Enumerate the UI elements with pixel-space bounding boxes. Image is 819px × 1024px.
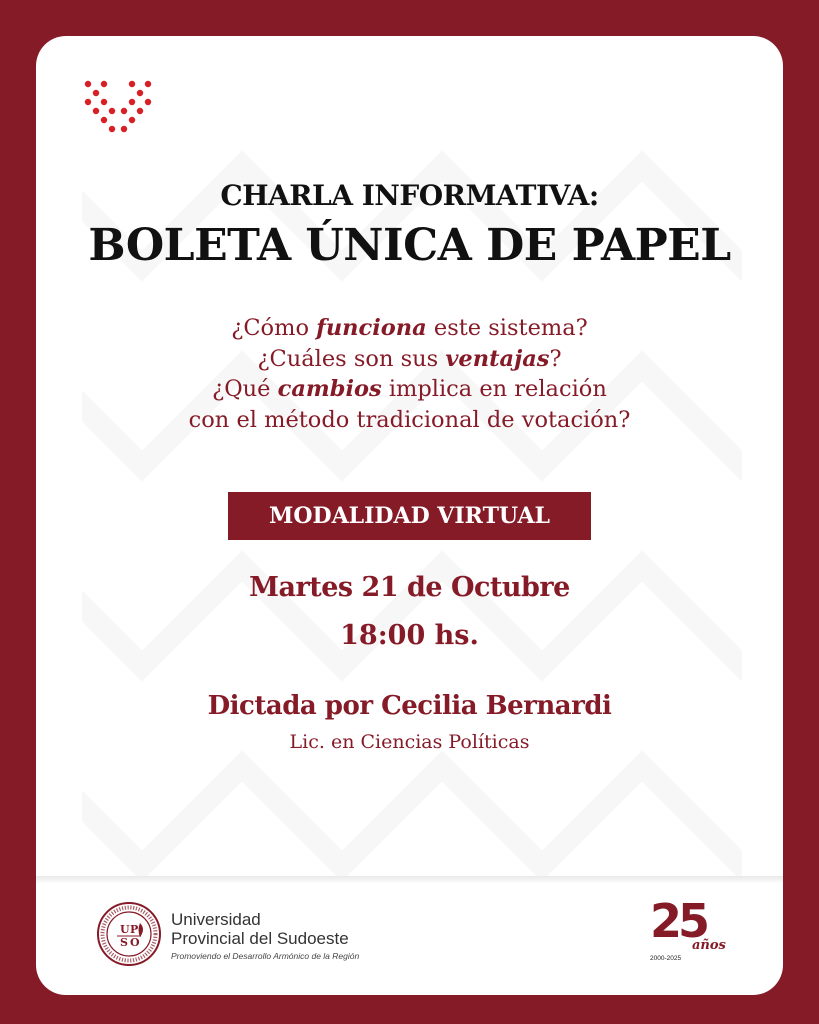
question-line: ¿Cómo funciona este sistema?: [231, 315, 588, 341]
svg-text:S: S: [120, 936, 128, 949]
university-slogan: Promoviendo el Desarrollo Armónico de la Región: [171, 951, 360, 961]
question-line: ¿Cuáles son sus ventajas?: [257, 345, 562, 372]
pre-title: CHARLA INFORMATIVA:: [220, 179, 599, 212]
footer-divider: [36, 876, 783, 884]
event-time: 18:00 hs.: [340, 620, 479, 651]
dot-v-logo-icon: [84, 80, 152, 136]
university-name-line1: Universidad: [171, 910, 261, 929]
question-line: con el método tradicional de votación?: [188, 406, 631, 433]
university-name-line2: Provincial del Sudoeste: [171, 929, 349, 948]
event-date: Martes 21 de Octubre: [249, 572, 570, 603]
svg-text:P: P: [130, 923, 139, 936]
anniversary-logo: [646, 894, 726, 970]
anniversary-range: 2000-2025: [650, 955, 682, 962]
speaker-name: Dictada por Cecilia Bernardi: [207, 691, 612, 721]
anniversary-word: años: [692, 938, 726, 953]
anniversary-number: 25: [650, 894, 707, 948]
question-list: [36, 313, 783, 435]
svg-text:O: O: [130, 936, 140, 949]
question-line: ¿Qué cambios implica en relación: [212, 376, 607, 402]
page-title: BOLETA ÚNICA DE PAPEL: [88, 220, 731, 271]
svg-text:U: U: [120, 923, 130, 936]
university-wordmark: [171, 910, 359, 961]
university-seal-icon: [96, 901, 162, 967]
modality-badge: MODALIDAD VIRTUAL: [228, 492, 591, 540]
speaker-title: Lic. en Ciencias Políticas: [289, 731, 530, 753]
flyer-card: [36, 36, 783, 995]
